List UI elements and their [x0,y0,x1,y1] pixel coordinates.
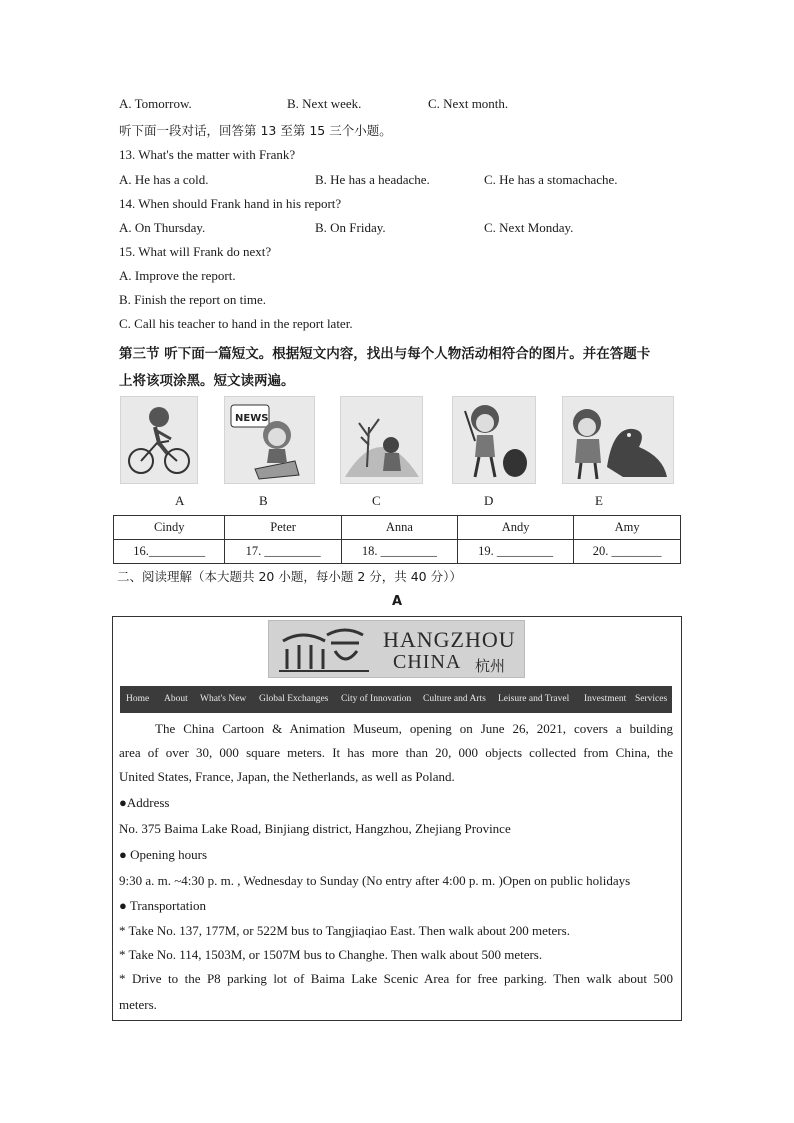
q13-options [119,172,679,190]
nav-item-services[interactable]: Services [635,694,668,704]
picture-a-girl-cycling [120,396,198,484]
reading-section-header: 二、阅读理解（本大题共 20 小题，每小题 2 分，共 40 分）） [117,569,462,584]
name-cell: Amy [574,516,681,540]
q15-option-b: B. Finish the report on time. [119,292,266,307]
website-nav-bar [120,686,672,713]
q13-question: 13. What's the matter with Frank? [119,147,296,162]
address-heading: ●Address [119,795,170,810]
logo-text-hangzhou: HANGZHOU [383,627,516,652]
q15-option-c: C. Call his teacher to hand in the report later. [119,316,353,331]
nav-item-culture-and-arts[interactable]: Culture and Arts [423,694,486,704]
picture-d-boy-picking-litter [452,396,536,484]
hours-text: 9:30 a. m. ~4:30 p. m. , Wednesday to Sunday (No entry after 4:00 p. m. )Open on public holidays [119,873,631,888]
intro-line: The China Cartoon & Animation Museum, opening on June 26, 2021, covers a building [155,721,673,736]
name-cell: Andy [458,516,574,540]
answer-blank-18: 18. _________ [341,540,457,564]
picture-label-a: A [175,493,185,508]
picture-label-d: D [484,493,494,508]
picture-label-b: B [259,493,268,508]
q13-option-c: C. He has a stomachache. [484,172,618,187]
intro-paragraph [119,717,673,789]
answer-blank-20: 20. ________ [574,540,681,564]
dialogue-instruction: 听下面一段对话，回答第 13 至第 15 三个小题。 [119,123,392,138]
intro-line: area of over 30, 000 square meters. It has more than 20, 000 objects collected from China, the [119,745,673,760]
table-row-blanks [114,540,681,564]
nav-item-about[interactable]: About [164,694,188,704]
answer-blank-16: 16._________ [114,540,225,564]
nav-item-leisure-and-travel[interactable]: Leisure and Travel [498,694,570,704]
table-row-names [114,516,681,540]
answer-blank-17: 17. _________ [225,540,341,564]
picture-c-child-planting-tree [340,396,423,484]
section3-instruction-line2: 上将该项涂黑。短文读两遍。 [119,373,295,389]
transport-item: * Drive to the P8 parking lot of Baima Lake Scenic Area for free parking. Then walk about 500 [119,971,673,986]
address-text: No. 375 Baima Lake Road, Binjiang district, Hangzhou, Zhejiang Province [119,821,511,836]
q12-option-b: B. Next week. [287,96,362,111]
q14-option-a: A. On Thursday. [119,220,206,235]
hours-heading: ● Opening hours [119,847,208,862]
nav-item-whats-new[interactable]: What's New [200,694,247,704]
logo-text-china: CHINA [393,651,462,673]
picture-label-c: C [372,493,381,508]
picture-e-girl-with-seal [562,396,674,484]
q13-option-b: B. He has a headache. [315,172,430,187]
passage-label: A [392,594,403,609]
transport-heading: ● Transportation [119,898,206,913]
name-cell: Peter [225,516,341,540]
transport-item: * Take No. 114, 1503M, or 1507M bus to Changhe. Then walk about 500 meters. [119,947,543,962]
nav-item-city-of-innovation[interactable]: City of Innovation [341,694,412,704]
q14-question: 14. When should Frank hand in his report? [119,196,342,211]
picture-label-e: E [595,493,603,508]
q15-question: 15. What will Frank do next? [119,244,272,259]
nav-item-global-exchanges[interactable]: Global Exchanges [259,694,329,704]
logo-text-chinese: 杭州 [475,657,506,675]
answer-blank-19: 19. _________ [458,540,574,564]
news-sign-text: NEWS [235,413,269,424]
q12-option-a: A. Tomorrow. [119,96,192,111]
q12-option-c: C. Next month. [428,96,509,111]
name-cell: Anna [341,516,457,540]
hangzhou-logo [268,620,525,678]
section3-instruction-line1: 第三节 听下面一篇短文。根据短文内容，找出与每个人物活动相符合的图片。并在答题卡 [119,346,651,362]
q15-option-a: A. Improve the report. [119,268,236,283]
transport-item-wrap: meters. [119,997,157,1012]
q14-options [119,220,679,238]
q13-option-a: A. He has a cold. [119,172,209,187]
q14-option-b: B. On Friday. [315,220,386,235]
q12-options [119,96,679,114]
name-cell: Cindy [114,516,225,540]
names-answer-table [113,515,681,564]
nav-item-investment[interactable]: Investment [584,694,627,704]
transport-item: * Take No. 137, 177M, or 522M bus to Tangjiaqiao East. Then walk about 200 meters. [119,923,570,938]
picture-b-girl-reading-news [224,396,315,484]
intro-line: United States, France, Japan, the Netherlands, as well as Poland. [119,769,455,784]
q14-option-c: C. Next Monday. [484,220,574,235]
nav-item-home[interactable]: Home [126,694,150,704]
